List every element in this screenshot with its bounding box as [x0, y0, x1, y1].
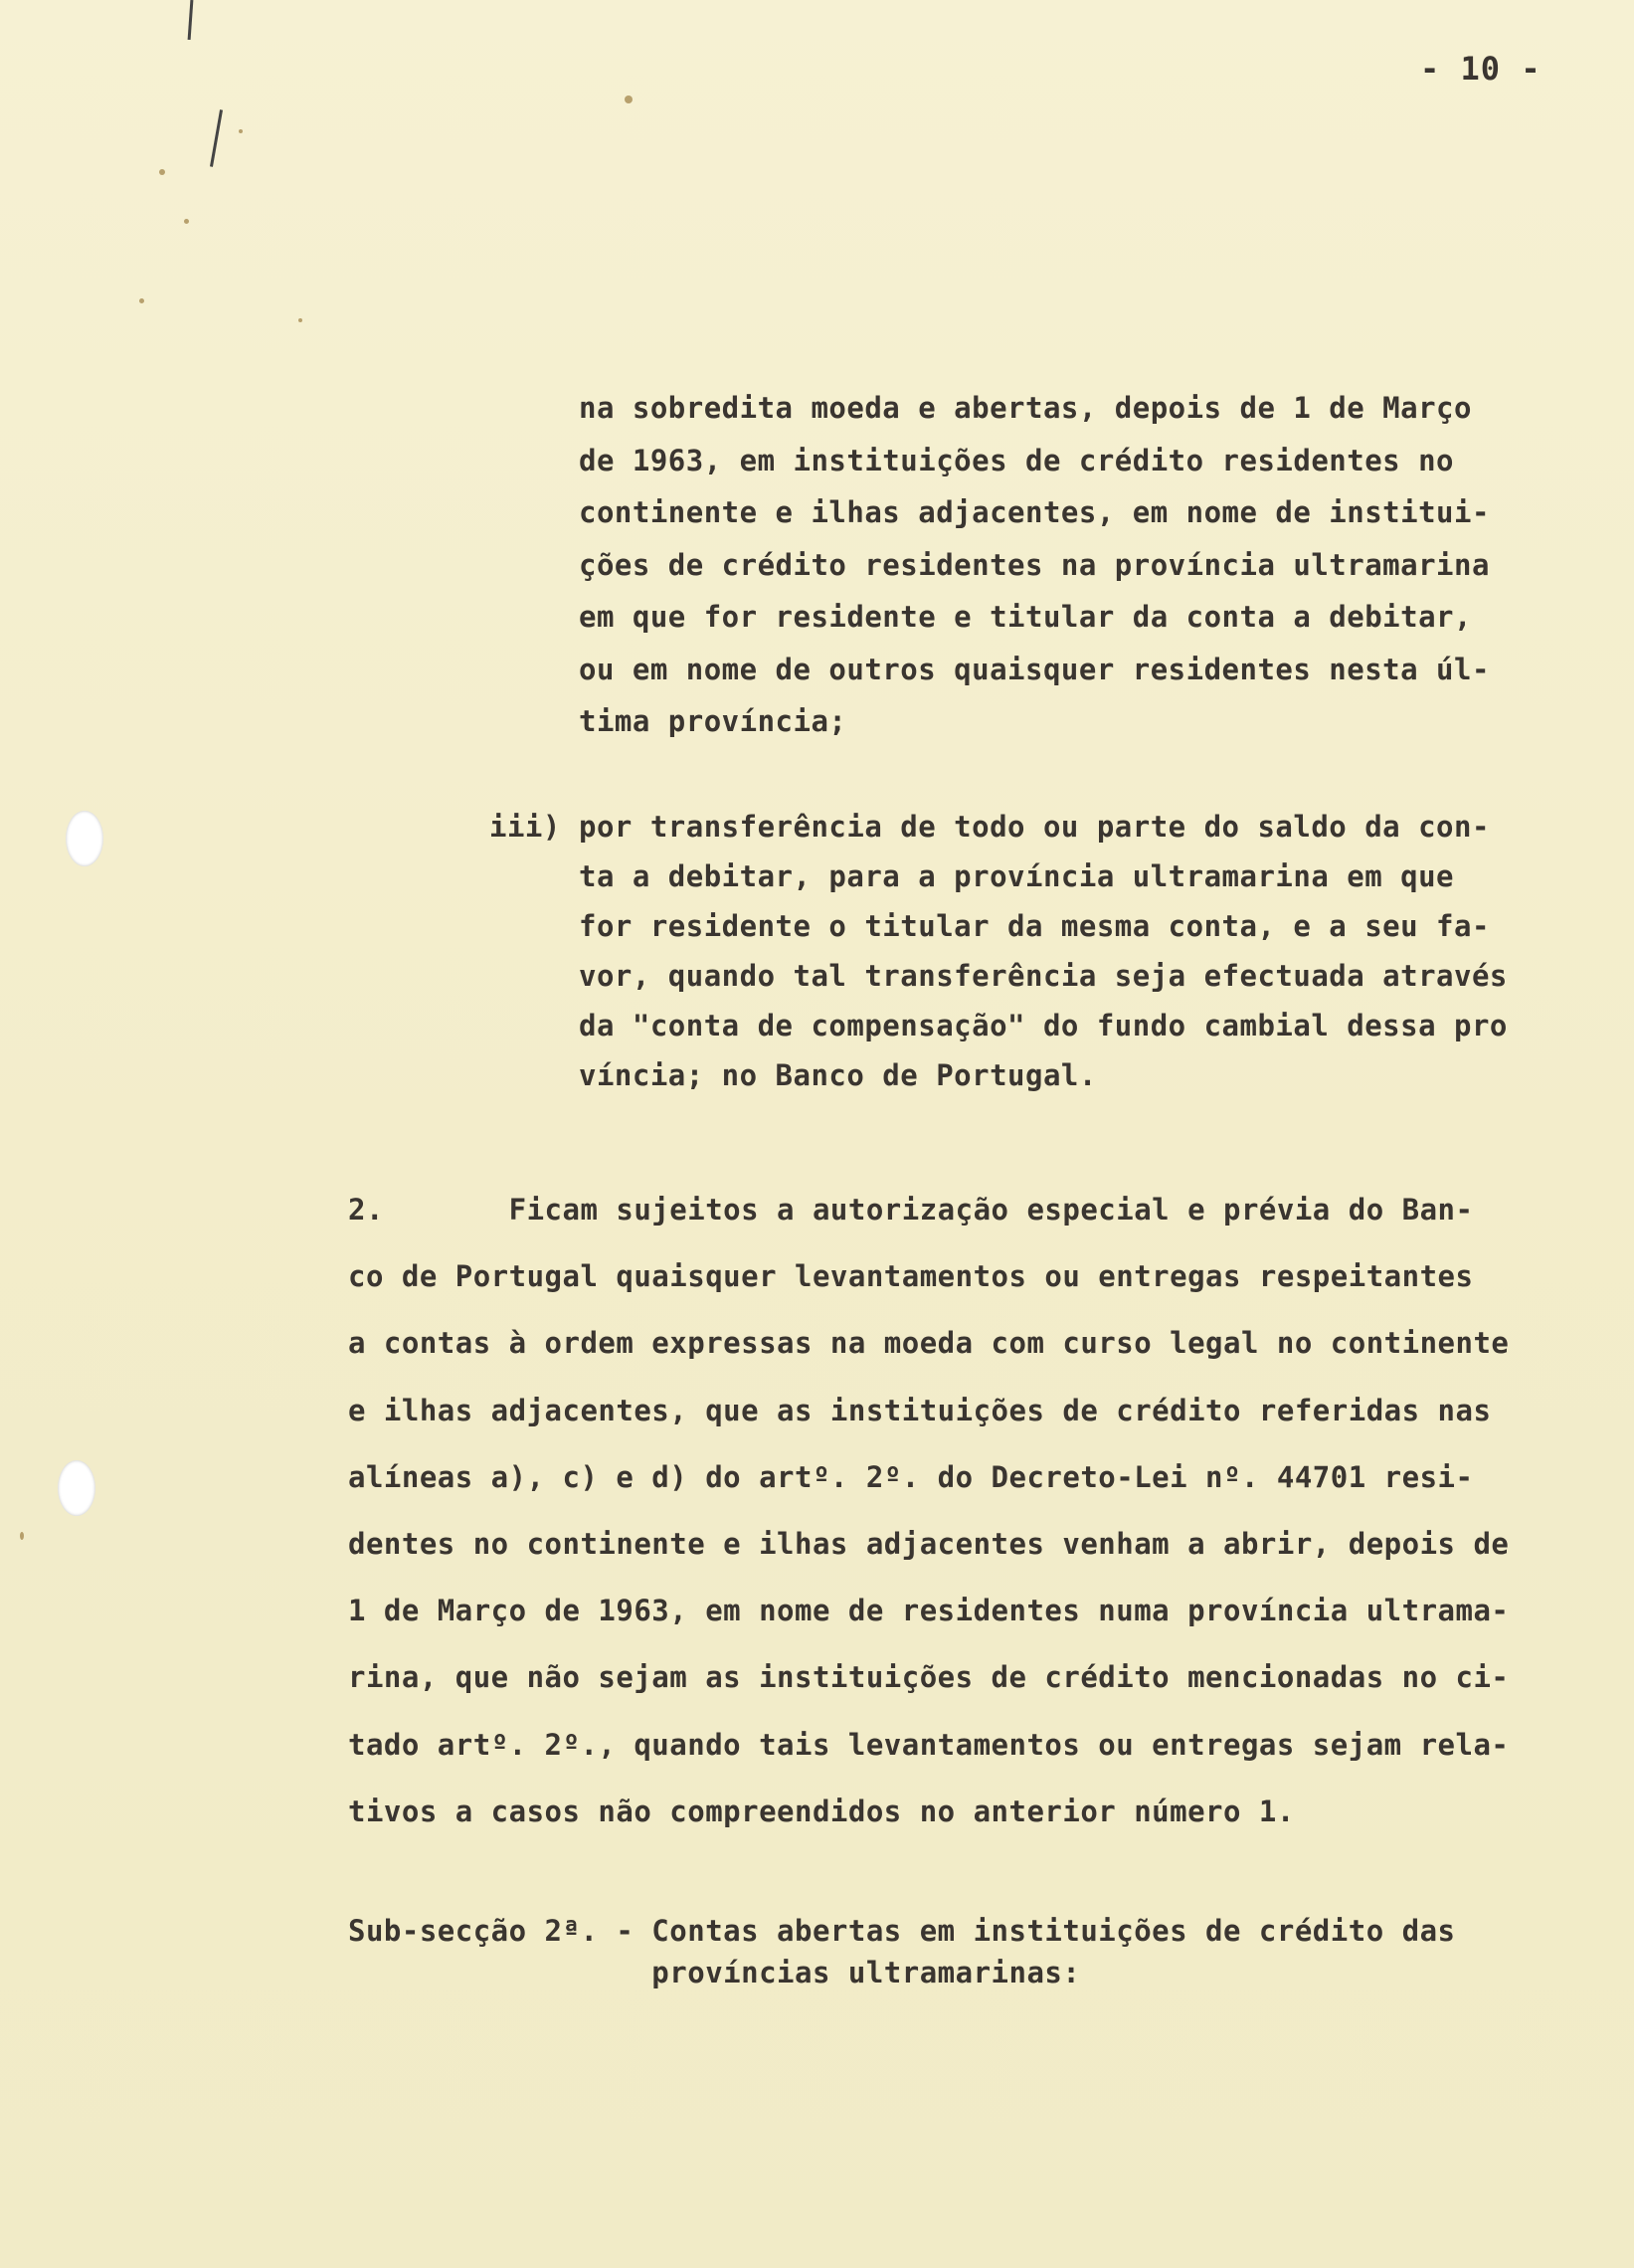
stain-speck — [20, 1532, 24, 1540]
stain-speck — [625, 95, 633, 103]
paragraph-2 — [348, 1177, 1509, 1845]
pen-mark-top — [188, 0, 194, 40]
text-line: vor, quando tal transferência seja efectuada através — [579, 959, 1508, 993]
text-line: tado artº. 2º., quando tais levantamentos ou entregas sejam rela- — [348, 1727, 1510, 1762]
stain-speck — [159, 169, 165, 175]
punch-hole-top — [66, 811, 103, 866]
text-line: ou em nome de outros quaisquer residentes nesta úl- — [579, 652, 1490, 686]
text-line: da "conta de compensação" do fundo cambial dessa pro — [579, 1009, 1508, 1042]
text-line: tima província; — [579, 704, 847, 738]
text-line: for residente o titular da mesma conta, e a seu fa- — [579, 909, 1490, 943]
page-number: - 10 - — [1420, 50, 1542, 88]
text-line: víncia; no Banco de Portugal. — [579, 1058, 1097, 1092]
text-line: ções de crédito residentes na província ultramarina — [579, 547, 1490, 582]
text-line: ta a debitar, para a província ultramarina em que — [579, 859, 1455, 893]
stain-speck — [184, 219, 189, 224]
item-iii-text — [579, 802, 1508, 1100]
text-line: tivos a casos não compreendidos no anterior número 1. — [348, 1794, 1295, 1828]
stain-speck — [298, 318, 302, 322]
text-line: na sobredita moeda e abertas, depois de 1 de Março — [579, 391, 1472, 425]
heading-line: províncias ultramarinas: — [348, 1956, 1081, 1989]
paragraph-continuation — [579, 382, 1490, 748]
stain-speck — [239, 129, 243, 133]
pen-mark-left — [210, 109, 223, 167]
text-line: em que for residente e titular da conta a debitar, — [579, 600, 1472, 634]
text-line: 2. Ficam sujeitos a autorização especial e prévia do Ban- — [348, 1193, 1474, 1227]
text-line: a contas à ordem expressas na moeda com curso legal no continente — [348, 1326, 1510, 1361]
text-line: rina, que não sejam as instituições de crédito mencionadas no ci- — [348, 1660, 1510, 1695]
text-line: continente e ilhas adjacentes, em nome de institui- — [579, 495, 1490, 529]
text-line: 1 de Março de 1963, em nome de residentes numa província ultrama- — [348, 1594, 1510, 1628]
text-line: de 1963, em instituições de crédito residentes no — [579, 443, 1455, 477]
text-line: e ilhas adjacentes, que as instituições de crédito referidas nas — [348, 1393, 1492, 1427]
item-iii-marker: iii) — [489, 810, 561, 844]
text-line: co de Portugal quaisquer levantamentos ou entregas respeitantes — [348, 1259, 1474, 1294]
text-line: dentes no continente e ilhas adjacentes venham a abrir, depois de — [348, 1527, 1510, 1562]
subsection-heading — [348, 1910, 1456, 1993]
heading-line: Sub-secção 2ª. - Contas abertas em instituições de crédito das — [348, 1914, 1456, 1948]
text-line: alíneas a), c) e d) do artº. 2º. do Decreto-Lei nº. 44701 resi- — [348, 1459, 1474, 1494]
punch-hole-bottom — [58, 1460, 95, 1516]
stain-speck — [139, 298, 144, 303]
text-line: por transferência de todo ou parte do saldo da con- — [579, 810, 1490, 844]
